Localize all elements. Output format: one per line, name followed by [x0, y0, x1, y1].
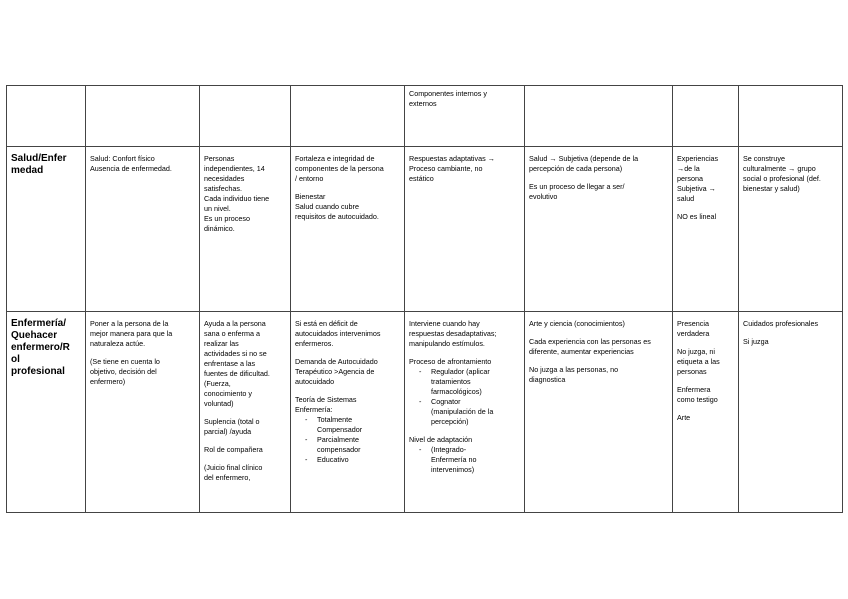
text-line: [743, 329, 838, 337]
cell-top-6: [673, 86, 739, 147]
adaptacion-list: [409, 445, 520, 475]
text-line: No juzga, ni: [677, 347, 715, 356]
text-line: salud: [677, 194, 695, 203]
text-line: un nivel.: [204, 204, 231, 213]
text-line: Proceso de afrontamiento: [409, 357, 492, 366]
text-line: Proceso cambiante, no: [409, 164, 483, 173]
text-line: necesidades: [204, 174, 245, 183]
text-line: Subjetiva →: [677, 184, 716, 193]
cell-top-0: [7, 86, 86, 147]
text-line: [204, 409, 286, 417]
text-line: [677, 405, 734, 413]
text-line: bienestar y salud): [743, 184, 800, 193]
text-line: Bienestar: [295, 192, 326, 201]
text-line: Si juzga: [743, 337, 769, 346]
text-line: Interviene cuando hay: [409, 319, 480, 328]
text-line: (Fuerza,: [204, 379, 231, 388]
text-line: diagnostica: [529, 375, 566, 384]
text-line: satisfechas.: [204, 184, 242, 193]
list-item-line: farmacológicos): [431, 387, 482, 396]
cell-enf-3: [291, 312, 405, 513]
text-line: / entorno: [295, 174, 324, 183]
text-line: del enfermero,: [204, 473, 251, 482]
text-line: Ausencia de enfermedad.: [90, 164, 172, 173]
text-line: Rol de compañera: [204, 445, 263, 454]
text-line: [295, 387, 400, 395]
text-line: verdadera: [677, 329, 710, 338]
text-line: independientes, 14: [204, 164, 265, 173]
cell-salud-6: [673, 147, 739, 312]
cell-top-7: [739, 86, 843, 147]
cell-salud-4: [405, 147, 525, 312]
text-line: requisitos de autocuidado.: [295, 212, 379, 221]
text-line: fuentes de dificultad.: [204, 369, 270, 378]
list-item: [295, 435, 400, 455]
text-line: Es un proceso de llegar a ser/: [529, 182, 625, 191]
table-row-salud: [7, 147, 843, 312]
text-line: Cada individuo tiene: [204, 194, 270, 203]
text-line: etiqueta a las: [677, 357, 720, 366]
text-line: Arte y ciencia (conocimientos): [529, 319, 625, 328]
text-line: dinámico.: [204, 224, 235, 233]
text-line: ol: [11, 354, 20, 365]
text-line: →de la: [677, 164, 700, 173]
text-line: conocimiento y: [204, 389, 252, 398]
afrontamiento-list: [409, 367, 520, 427]
text-line: autocuidado: [295, 377, 335, 386]
text-line: componentes de la persona: [295, 164, 384, 173]
text-line: Salud: Confort físico: [90, 154, 155, 163]
cell-salud-2: [200, 147, 291, 312]
text-line: realizar las: [204, 339, 239, 348]
text-line: Personas: [204, 154, 235, 163]
text-line: Arte: [677, 413, 691, 422]
cell-top-1: [86, 86, 200, 147]
text-line: [677, 377, 734, 385]
text-line: personas: [677, 367, 707, 376]
text-line: Cuidados profesionales: [743, 319, 819, 328]
text-line: Terapéutico >Agencia de: [295, 367, 375, 376]
text-line: Suplencia (total o: [204, 417, 260, 426]
cell-enf-5: [525, 312, 673, 513]
cell-top-3: [291, 86, 405, 147]
text-line: Enfermería/: [11, 318, 67, 329]
text-line: Poner a la persona de la: [90, 319, 169, 328]
text-line: medad: [11, 165, 44, 176]
text-line: Experiencias: [677, 154, 719, 163]
text-line: culturalmente → grupo: [743, 164, 816, 173]
text-line: Presencia: [677, 319, 709, 328]
text-line: [529, 357, 668, 365]
text-line: [295, 184, 400, 192]
text-line: parcial) /ayuda: [204, 427, 252, 436]
text-line: sana o enferma a: [204, 329, 260, 338]
list-item-line: compensador: [317, 445, 361, 454]
list-item-line: (manipulación de la: [431, 407, 494, 416]
row-header-enfermeria: [7, 312, 86, 513]
text-line: [295, 349, 400, 357]
cell-enf-1: [86, 312, 200, 513]
cell-top-2: [200, 86, 291, 147]
text-line: Es un proceso: [204, 214, 250, 223]
list-item-line: intervenimos): [431, 465, 475, 474]
text-line: Enfermera: [677, 385, 711, 394]
text-line: objetivo, decisión del: [90, 367, 157, 376]
text-line: Componentes internos y: [409, 89, 487, 98]
text-line: autocuidados intervenimos: [295, 329, 381, 338]
text-line: Cada experiencia con las personas es: [529, 337, 651, 346]
table-row-top: [7, 86, 843, 147]
text-line: social o profesional (def.: [743, 174, 821, 183]
text-line: Fortaleza e integridad de: [295, 154, 375, 163]
text-line: [204, 455, 286, 463]
cell-top-5: [525, 86, 673, 147]
cell-enf-2: [200, 312, 291, 513]
text-line: Enfermería:: [295, 405, 333, 414]
list-item-line: - (Integrado-: [431, 445, 467, 454]
text-line: No juzga a las personas, no: [529, 365, 619, 374]
cell-salud-7: [739, 147, 843, 312]
text-line: Si está en déficit de: [295, 319, 358, 328]
text-line: como testigo: [677, 395, 718, 404]
text-line: [529, 329, 668, 337]
text-line: evolutivo: [529, 192, 558, 201]
text-line: [409, 349, 520, 357]
text-line: voluntad): [204, 399, 234, 408]
cell-enf-7: [739, 312, 843, 513]
list-item: [295, 455, 400, 465]
text-line: percepción de cada persona): [529, 164, 623, 173]
text-line: persona: [677, 174, 703, 183]
table-row-enfermeria: [7, 312, 843, 513]
text-line: estático: [409, 174, 434, 183]
text-line: [529, 174, 668, 182]
cell-enf-6: [673, 312, 739, 513]
list-item-line: - Totalmente: [317, 415, 353, 424]
text-line: Demanda de Autocuidado: [295, 357, 378, 366]
text-line: externos: [409, 99, 437, 108]
list-item-line: Enfermería no: [431, 455, 477, 464]
cell-salud-5: [525, 147, 673, 312]
list-item: [295, 415, 400, 435]
text-line: Ayuda a la persona: [204, 319, 266, 328]
list-item-line: - Cognator: [431, 397, 461, 406]
text-line: (Juicio final clínico: [204, 463, 263, 472]
sistemas-list: [295, 415, 400, 465]
text-line: respuestas desadaptativas;: [409, 329, 497, 338]
text-line: Salud → Subjetiva (depende de la: [529, 154, 639, 163]
list-item: [409, 397, 520, 427]
text-line: Salud cuando cubre: [295, 202, 359, 211]
text-line: (Se tiene en cuenta lo: [90, 357, 160, 366]
cell-enf-4: [405, 312, 525, 513]
list-item: [409, 445, 520, 475]
list-item-line: - Parcialmente: [317, 435, 359, 444]
text-line: Se construye: [743, 154, 785, 163]
list-item-line: percepción): [431, 417, 469, 426]
text-line: naturaleza actúe.: [90, 339, 146, 348]
text-line: Respuestas adaptativas →: [409, 154, 495, 163]
text-line: Salud/Enfer: [11, 153, 67, 164]
text-line: [204, 437, 286, 445]
text-line: Teoría de Sistemas: [295, 395, 357, 404]
list-item: [409, 367, 520, 397]
text-line: Quehacer: [11, 330, 58, 341]
list-item-line: Compensador: [317, 425, 363, 434]
cell-salud-3: [291, 147, 405, 312]
text-line: profesional: [11, 366, 65, 377]
list-item-line: tratamientos: [431, 377, 471, 386]
text-line: enfrentase a las: [204, 359, 256, 368]
cell-salud-1: [86, 147, 200, 312]
text-line: diferente, aumentar experiencias: [529, 347, 634, 356]
text-line: enfermeros.: [295, 339, 334, 348]
text-line: manipulando estímulos.: [409, 339, 485, 348]
text-line: actividades si no se: [204, 349, 267, 358]
cell-top-4: [405, 86, 525, 147]
list-item-line: - Regulador (aplicar: [431, 367, 490, 376]
text-line: Nivel de adaptación: [409, 435, 473, 444]
text-line: NO es lineal: [677, 212, 717, 221]
text-line: enfermero): [90, 377, 126, 386]
text-line: [90, 349, 195, 357]
text-line: mejor manera para que la: [90, 329, 173, 338]
text-line: enfermero/R: [11, 342, 70, 353]
theory-comparison-table: [6, 85, 843, 513]
text-line: [677, 339, 734, 347]
text-line: [677, 204, 734, 212]
list-item-line: - Educativo: [317, 455, 349, 464]
row-header-salud: [7, 147, 86, 312]
